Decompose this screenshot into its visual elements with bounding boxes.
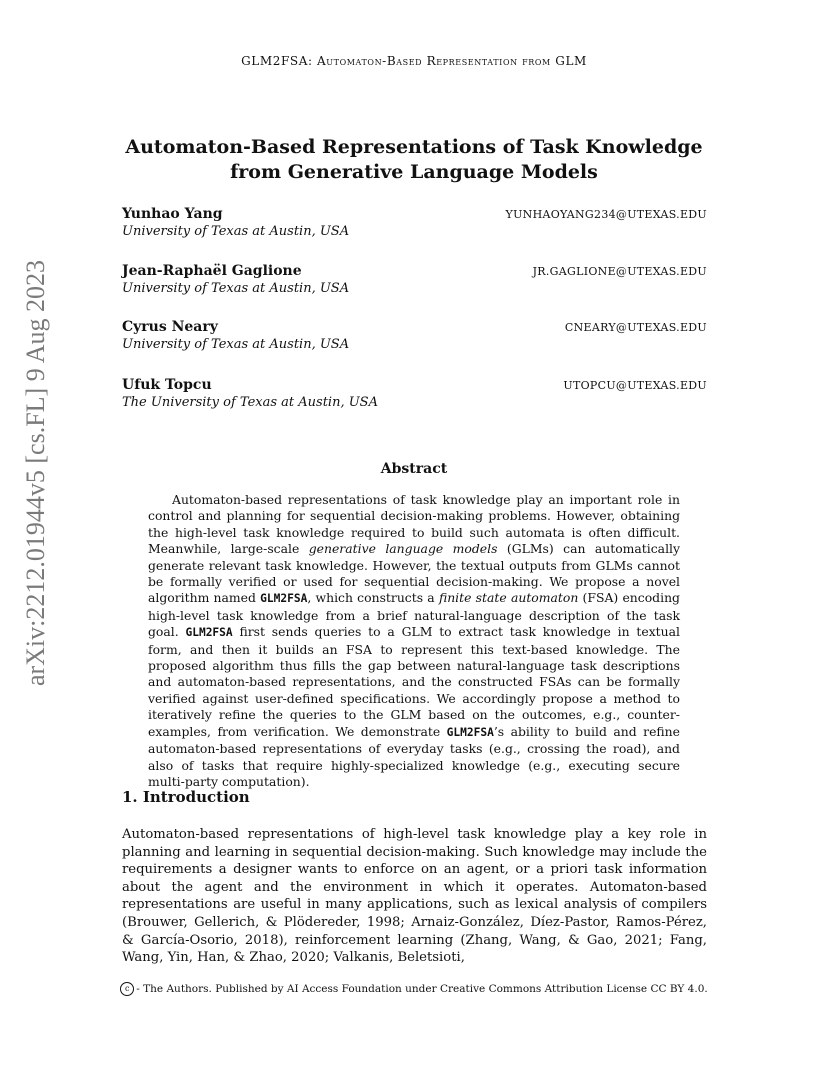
arxiv-stamp: arXiv:2212.01944v5 [cs.FL] 9 Aug 2023 <box>21 259 50 687</box>
footer <box>0 982 828 996</box>
abstract-body <box>148 492 680 790</box>
title-line-2: from Generative Language Models <box>230 161 598 183</box>
introduction-paragraph: Automaton-based representations of high-level task knowledge play a key role in planning and learning in sequential decision-making. Such knowledge may include the requirements a designer wants to enforce on an agent, or a priori task information about the agent and the environment in which it operates. Automaton-based representations are useful in many applications, such as lexical analysis of compilers (Brouwer, Gellerich, & Plödereder, 1998; Arnaiz-González, Díez-Pastor, Ramos-Pérez, & García-Osorio, 2018), reinforcement learning (Zhang, Wang, & Gao, 2021; Fang, Wang, Yin, Han, & Zhao, 2020; Valkanis, Beletsioti, <box>122 827 707 966</box>
author-block <box>122 319 707 352</box>
abstract-emphasis: finite state automaton <box>438 590 579 606</box>
section-heading: 1. Introduction <box>122 788 250 806</box>
author-block <box>122 377 707 410</box>
algorithm-name: GLM2FSA <box>446 725 494 739</box>
author-name: Jean-Raphaël Gaglione <box>122 263 302 279</box>
author-email[interactable]: UTOPCU@UTEXAS.EDU <box>563 379 707 392</box>
author-name: Ufuk Topcu <box>122 377 212 393</box>
algorithm-name: GLM2FSA <box>260 592 308 606</box>
paper-title <box>100 135 728 185</box>
author-name: Cyrus Neary <box>122 319 218 335</box>
author-block <box>122 206 707 239</box>
author-affiliation: University of Texas at Austin, USA <box>122 281 350 296</box>
author-affiliation: University of Texas at Austin, USA <box>122 337 350 352</box>
author-block <box>122 263 707 296</box>
running-header: GLM2FSA: Automaton-Based Representation from GLM <box>241 54 587 68</box>
abstract-text: first sends queries to a GLM to extract task knowledge in textual form, and then it builds an FSA to represent this text-based knowledge. The proposed algorithm thus fills the gap between natural-language task descriptions and automaton-based representations, and the constructed FSAs can be formally verified against user-defined specifications. We accordingly propose a method to iteratively refine the queries to the GLM based on the outcomes, e.g., counter-examples, from verification. We demonstrate <box>148 624 680 739</box>
abstract-heading: Abstract <box>380 461 448 477</box>
abstract-text: ’s ability to build and refine automaton-based representations of everyday tasks (e.g., crossing the road), and also of tasks that require highly-specialized knowledge (e.g., executing secure multi-party computation). <box>148 723 680 789</box>
author-email[interactable]: YUNHAOYANG234@UTEXAS.EDU <box>505 208 707 221</box>
abstract-text: (FSA) encoding high-level task knowledge from a brief natural-language description of the task goal. <box>148 590 680 640</box>
author-affiliation: The University of Texas at Austin, USA <box>122 395 378 410</box>
copyright-icon: c <box>120 982 134 996</box>
author-email[interactable]: JR.GAGLIONE@UTEXAS.EDU <box>532 265 707 278</box>
title-line-1: Automaton-Based Representations of Task Knowledge <box>125 136 703 158</box>
author-affiliation: University of Texas at Austin, USA <box>122 224 350 239</box>
algorithm-name: GLM2FSA <box>185 626 233 640</box>
abstract-emphasis: generative language models <box>308 541 498 557</box>
author-name: Yunhao Yang <box>122 206 223 222</box>
author-email[interactable]: CNEARY@UTEXAS.EDU <box>564 321 707 334</box>
abstract-text: (GLMs) can automatically generate relevant task knowledge. However, the textual outputs from GLMs cannot be formally verified or used for sequential decision-making. We propose a novel algorithm named <box>148 541 680 606</box>
abstract-text: , which constructs a <box>307 590 439 606</box>
abstract-text: Automaton-based representations of task knowledge play an important role in control and planning for sequential decision-making problems. However, obtaining the high-level task knowledge required to build such automata is often difficult. Meanwhile, large-scale <box>148 492 680 557</box>
footer-text: - The Authors. Published by AI Access Foundation under Creative Commons Attribution License CC BY 4.0. <box>136 983 708 995</box>
